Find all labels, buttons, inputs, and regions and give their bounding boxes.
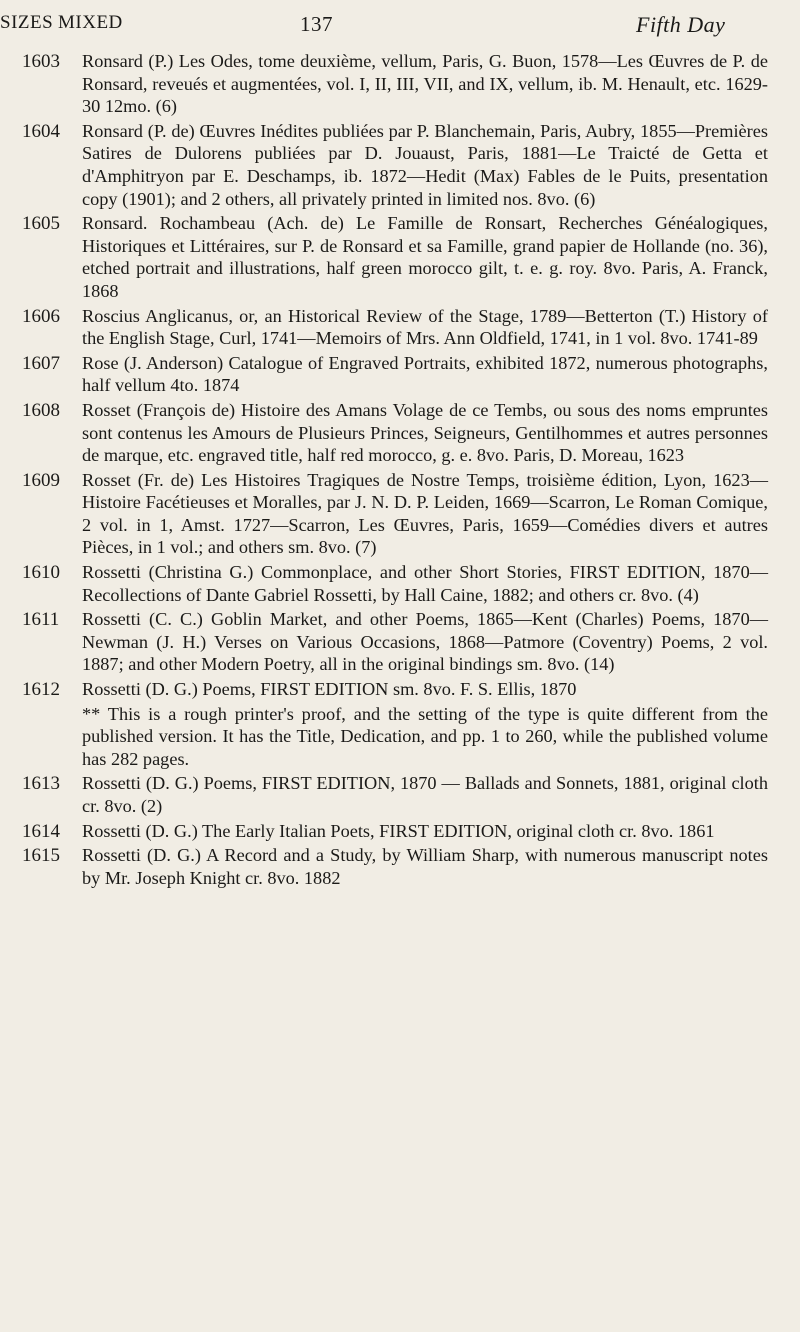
lot-description: Rossetti (D. G.) Poems, FIRST EDITION sm. 8vo. F. S. Ellis, 1870 xyxy=(82,679,577,700)
header-sizes: SIZES xyxy=(0,12,54,33)
lot-description: Roscius Anglicanus, or, an Historical Review of the Stage, 1789—Betterton (T.) History of the English Stage, Curl, 1741—Memoirs of Mrs. Ann Oldfield, 1741, in 1 vol. 8vo. 1741-89 xyxy=(82,305,768,349)
lot-entry xyxy=(0,561,800,606)
lot-number: 1604 xyxy=(22,120,60,142)
lot-number: 1607 xyxy=(22,352,60,374)
lot-number: 1615 xyxy=(22,845,60,867)
lot-number: 1609 xyxy=(22,469,60,491)
lot-number: 1614 xyxy=(22,820,60,842)
lot-entry xyxy=(0,608,800,676)
lot-entry xyxy=(0,305,800,350)
lot-entry xyxy=(0,678,800,701)
lot-description: Rossetti (D. G.) A Record and a Study, by William Sharp, with numerous manuscript notes by Mr. Joseph Knight cr. 8vo. 1882 xyxy=(82,845,768,888)
header-mixed: MIXED xyxy=(58,12,123,33)
lot-number: 1612 xyxy=(22,679,60,701)
lot-number: 1603 xyxy=(22,51,60,72)
lot-number: 1605 xyxy=(22,213,60,235)
lot-description: Rossetti (C. C.) Goblin Market, and other Poems, 1865—Kent (Charles) Poems, 1870—Newman (J. H.) Verses on Various Occasions, 1868—Patmore (Coventry) Poems, 2 vol. 1887; and other Modern Poetry, all in the original bindings sm. 8vo. (14) xyxy=(82,609,768,675)
lot-number: 1606 xyxy=(22,305,60,327)
lot-entry xyxy=(0,212,800,302)
lot-entry xyxy=(0,399,800,467)
lot-number: 1613 xyxy=(22,773,60,795)
lot-entry xyxy=(0,50,800,118)
lot-entry xyxy=(0,469,800,559)
lot-description: Rossetti (D. G.) The Early Italian Poets, FIRST EDITION, original cloth cr. 8vo. 1861 xyxy=(82,820,715,841)
lot-description: Rossetti (D. G.) Poems, FIRST EDITION, 1870 — Ballads and Sonnets, 1881, original cloth cr. 8vo. (2) xyxy=(82,773,768,816)
lot-description: Ronsard. Rochambeau (Ach. de) Le Famille de Ronsart, Recherches Généalogiques, Historiques et Littéraires, sur P. de Ronsard et sa Famille, grand papier de Hollande (no. 36), etched portrait and illustrations, half green morocco gilt, t. e. g. roy. 8vo. Paris, A. Franck, 1868 xyxy=(82,213,768,301)
lot-entry xyxy=(0,844,800,889)
running-header xyxy=(0,12,800,46)
lot-number: 1608 xyxy=(22,399,60,421)
lot-entry xyxy=(0,772,800,817)
lot-number: 1610 xyxy=(22,562,60,584)
lot-description: Rose (J. Anderson) Catalogue of Engraved Portraits, exhibited 1872, numerous photographs, half vellum 4to. 1874 xyxy=(82,352,768,396)
lot-description: Rosset (François de) Histoire des Amans Volage de ce Tembs, ou sous des noms empruntes sont contenus les Amours de Plusieurs Princes, Seigneurs, Gentilhommes et autres personnes de marque, etc. engraved title, half red morocco, g. e. 8vo. Paris, D. Moreau, 1623 xyxy=(82,399,768,466)
lot-list xyxy=(0,50,800,891)
lot-note-text: ** This is a rough printer's proof, and the setting of the type is quite different from the published version. It has the Title, Dedication, and pp. 1 to 260, while the published volume has 282 pages. xyxy=(82,703,768,769)
lot-note xyxy=(0,703,800,771)
lot-entry xyxy=(0,120,800,210)
page-number: 137 xyxy=(300,12,333,36)
lot-entry xyxy=(0,352,800,397)
lot-entry xyxy=(0,820,800,843)
lot-description: Rossetti (Christina G.) Commonplace, and other Short Stories, FIRST EDITION, 1870—Recollections of Dante Gabriel Rossetti, by Hall Caine, 1882; and others cr. 8vo. (4) xyxy=(82,562,768,605)
lot-description: Ronsard (P.) Les Odes, tome deuxième, vellum, Paris, G. Buon, 1578—Les Œuvres de P. de Ronsard, reveués et augmentées, vol. I, II, III, VII, and IX, vellum, ib. M. Henault, etc. 1629-30 12mo. (6) xyxy=(82,51,768,117)
lot-number: 1611 xyxy=(22,609,60,631)
lot-description: Ronsard (P. de) Œuvres Inédites publiées par P. Blanchemain, Paris, Aubry, 1855—Premières Satires de Dulorens publiées par D. Jouaust, Paris, 1881—Le Traicté de Getta et d'Amphitryon par E. Deschamps, ib. 1872—Hedit (Max) Fables de le Puits, presentation copy (1901); and 2 others, all privately printed in limited nos. 8vo. (6) xyxy=(82,120,768,209)
lot-description: Rosset (Fr. de) Les Histoires Tragiques de Nostre Temps, troisième édition, Lyon, 1623—Histoire Facétieuses et Moralles, par J. N. D. P. Leiden, 1669—Scarron, Le Roman Comique, 2 vol. in 1, Amst. 1727—Scarron, Les Œuvres, Paris, 1659—Comédies divers et autres Pièces, in 1 vol.; and others sm. 8vo. (7) xyxy=(82,469,768,558)
header-day: Fifth Day xyxy=(636,12,726,37)
